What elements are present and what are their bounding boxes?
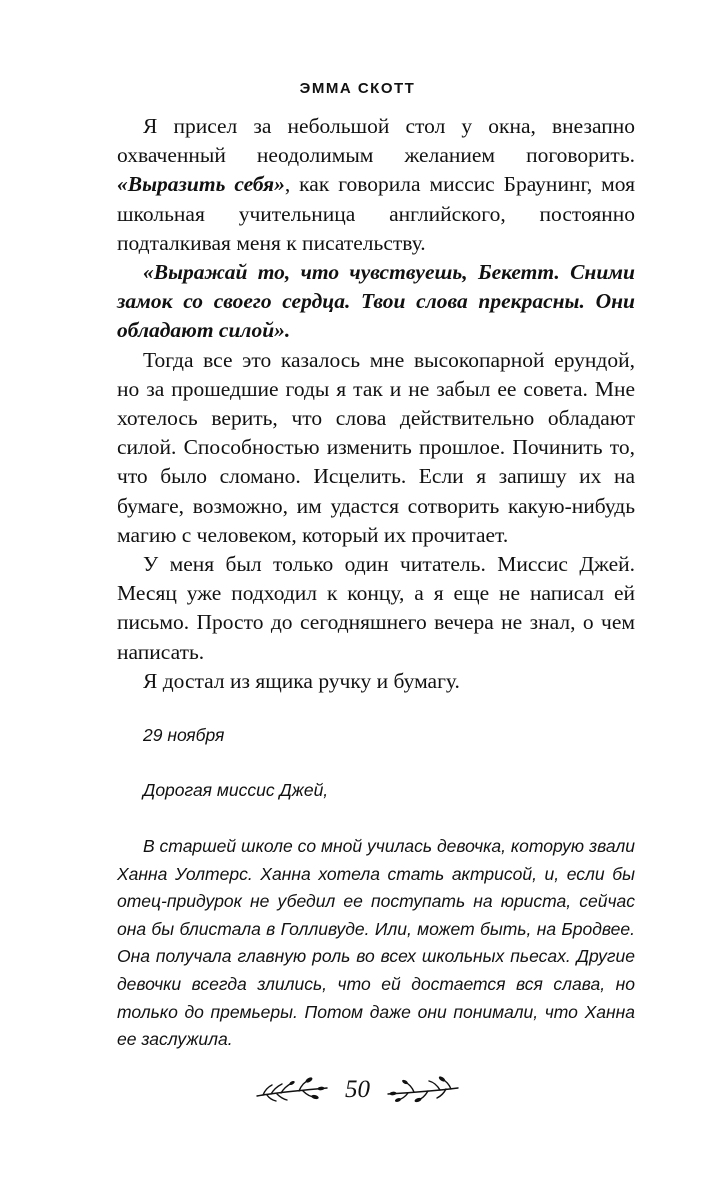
- body-text: [117, 112, 635, 696]
- letter-greeting: Дорогая миссис Джей,: [143, 780, 329, 800]
- page-footer: [0, 1068, 715, 1112]
- letter-body: В старшей школе со мной училась девочка, которую звали Ханна Уолтерс. Ханна хотела стать актрисой, и, если бы отец-придурок не убедил ее поступать на юриста, сейчас она бы блистала в Голливуде. Или, может быть, на Бродвее. Она получала главную роль во всех школьных пьесах. Другие девочки всегда злились, что ей достается вся слава, но только до премьеры. Потом даже они понимали, что Ханна ее заслужила.: [117, 836, 635, 1050]
- page-number: 50: [345, 1076, 370, 1103]
- running-head-author: ЭММА СКОТТ: [299, 80, 416, 97]
- leaf-sprig-right-icon: [386, 1076, 460, 1104]
- paragraph-5: Я достал из ящика ручку и бумагу.: [143, 668, 460, 693]
- paragraph-1: [117, 112, 635, 258]
- paragraph-1-text-after: , как говорила миссис Браунинг, моя школьная учительница английского, постоянно подталкивая меня к писательству.: [117, 172, 635, 255]
- paragraph-1-text: Я присел за небольшой стол у окна, внезапно охваченный неодолимым желанием поговорить.: [117, 114, 635, 168]
- leaf-sprig-left-icon: [255, 1076, 329, 1104]
- paragraph-2: [117, 258, 635, 346]
- paragraph-4: У меня был только один читатель. Миссис Джей. Месяц уже подходил к концу, а я еще не написал ей письмо. Просто до сегодняшнего вечера не знал, о чем написать.: [117, 552, 635, 664]
- letter-date: 29 ноября: [143, 725, 225, 745]
- paragraph-3: Тогда все это казалось мне высокопарной ерундой, но за прошедшие годы я так и не забыл ее совета. Мне хотелось верить, что слова действительно обладают силой. Способностью изменить прошлое. Починить то, что было сломано. Исцелить. Если я запишу их на бумаге, возможно, им удастся сотворить какую-нибудь магию с человеком, который их прочитает.: [117, 347, 635, 547]
- paragraph-1-quote: «Выразить себя»: [117, 172, 285, 197]
- paragraph-2-quote: «Выражай то, что чувствуешь, Бекетт. Сними замок со своего сердца. Твои слова прекрасны. Они обладают силой».: [117, 260, 635, 343]
